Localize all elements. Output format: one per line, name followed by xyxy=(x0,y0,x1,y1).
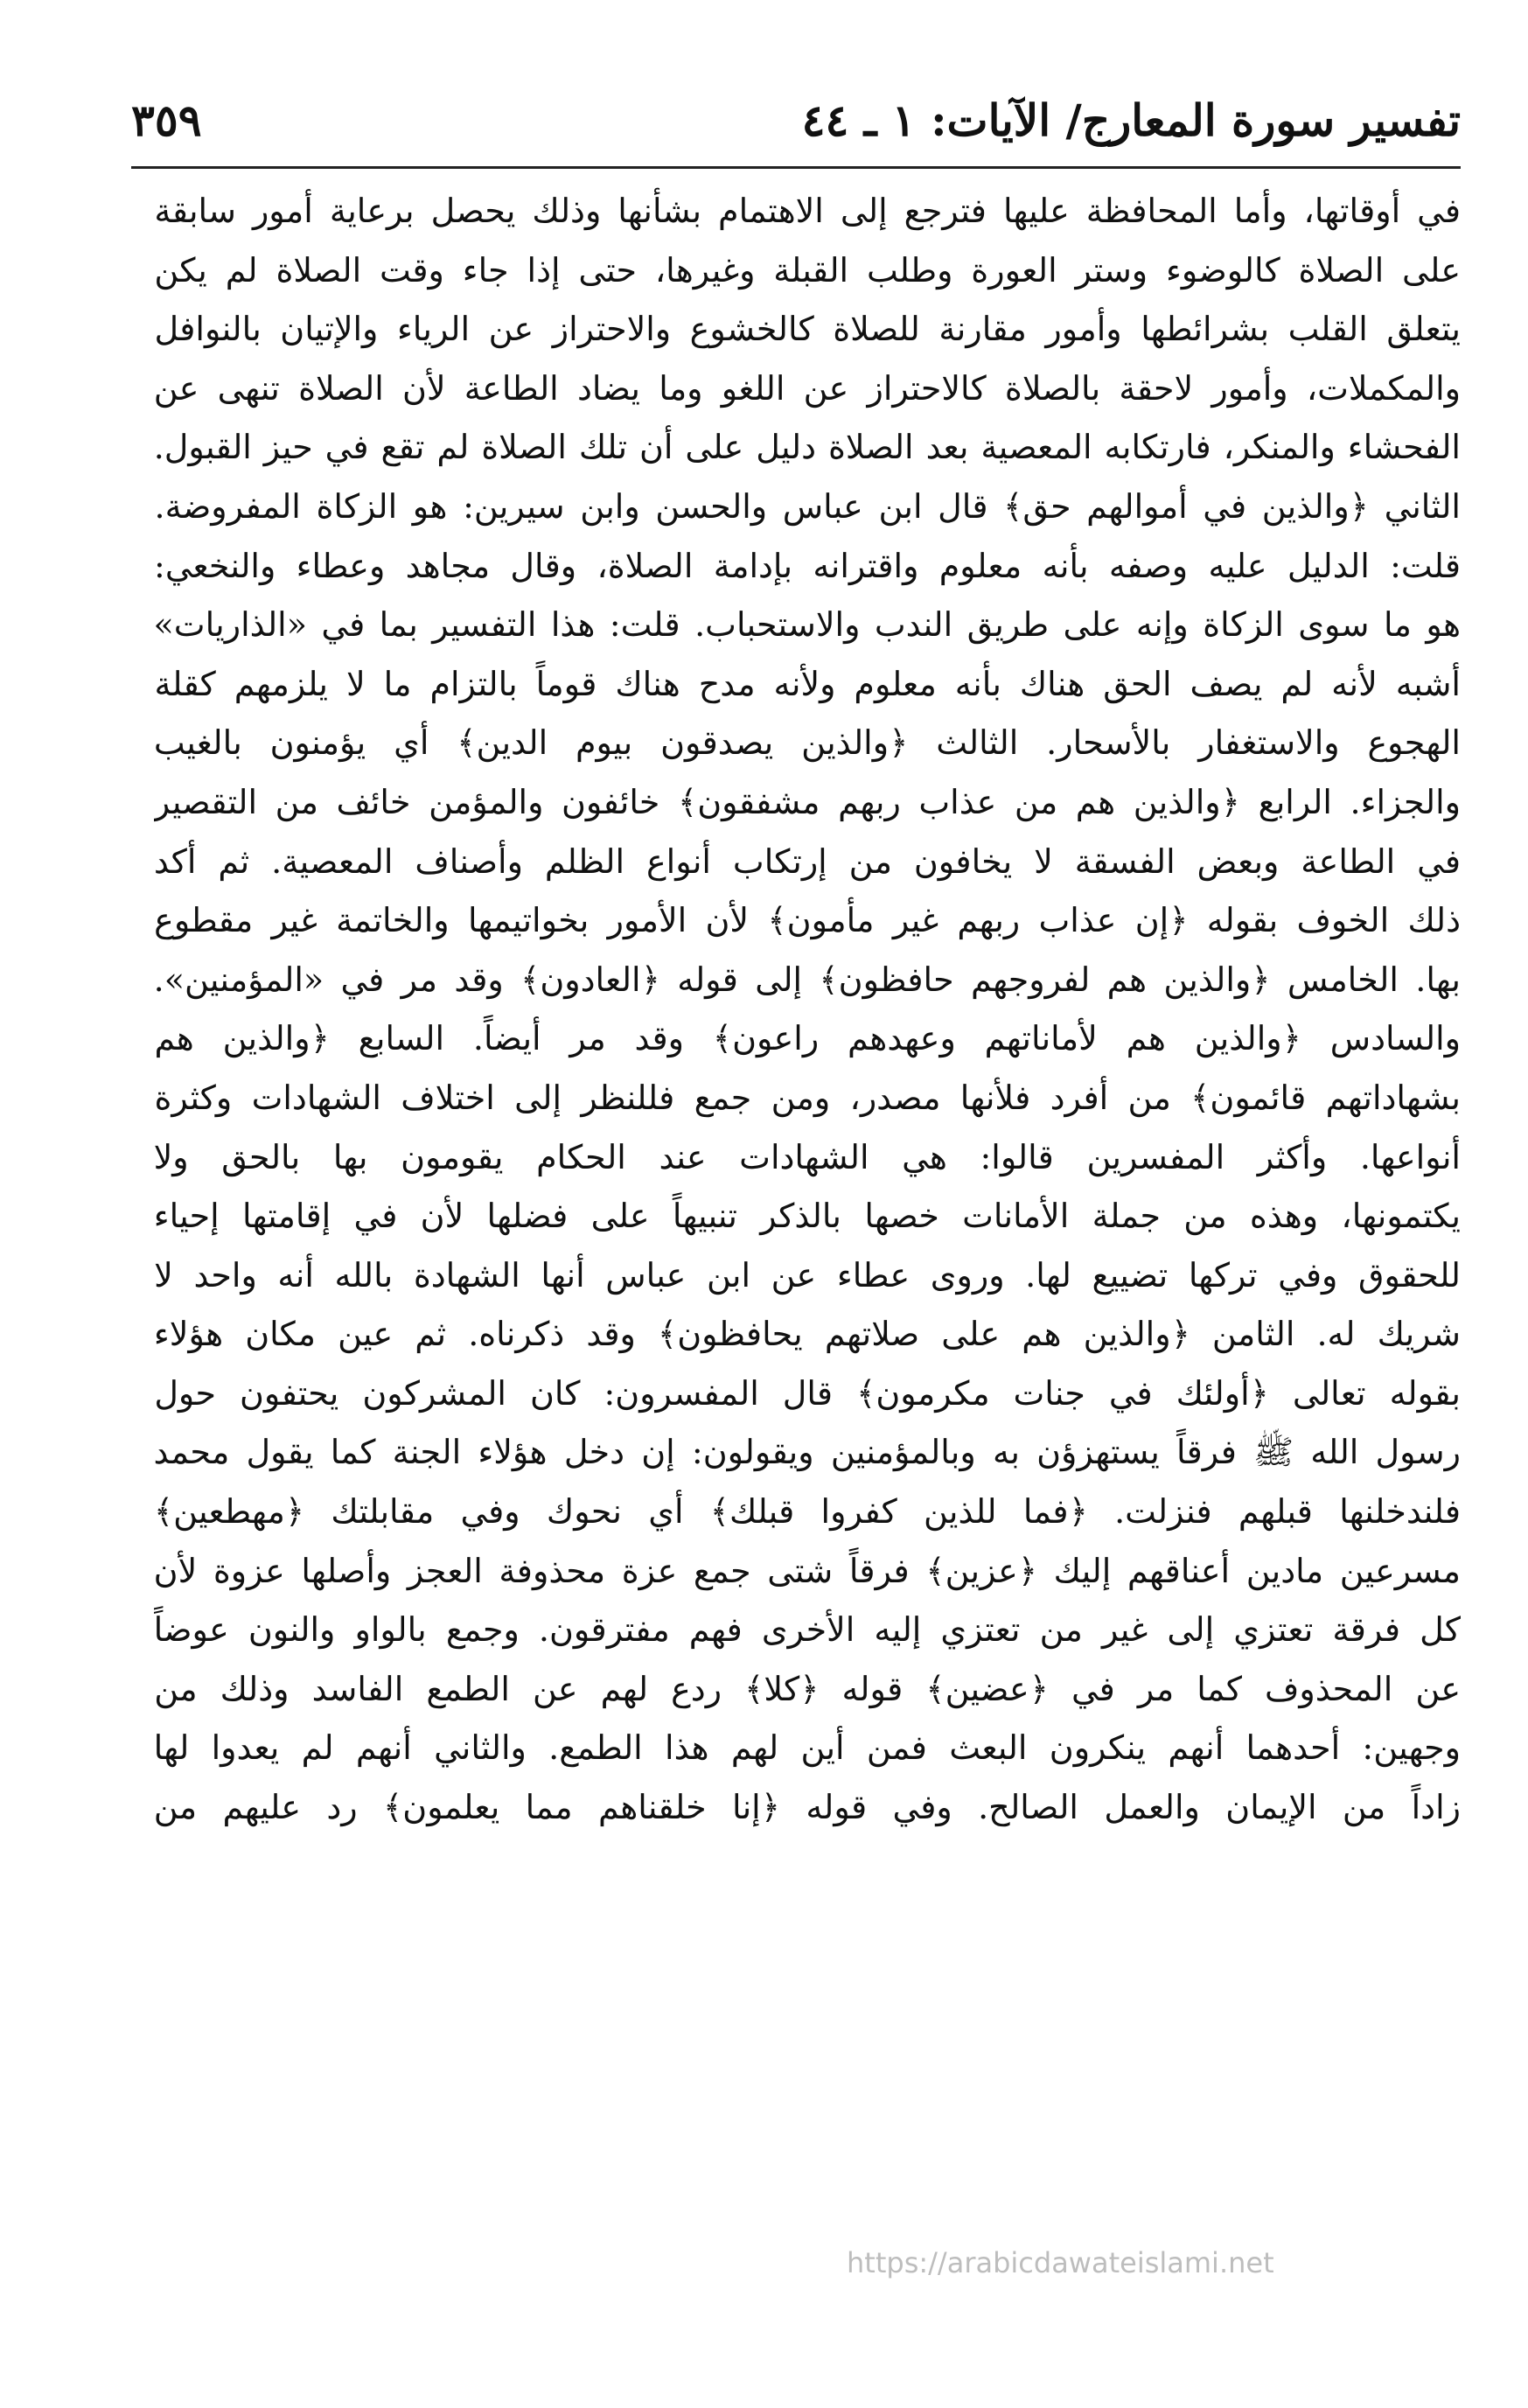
text-line: هو ما سوى الزكاة وإنه على طريق الندب والاستحباب. قلت: هذا التفسير بما في «الذاريات» xyxy=(154,605,1461,645)
text-line: بشهاداتهم قائمون﴾ من أفرد فلأنها مصدر، ومن جمع فللنظر إلى اختلاف الشهادات وكثرة xyxy=(154,1078,1461,1117)
text-line: والجزاء. الرابع ﴿والذين هم من عذاب ربهم مشفقون﴾ خائفون والمؤمن خائف من التقصير xyxy=(154,782,1461,821)
text-line: الفحشاء والمنكر، فارتكابه المعصية بعد الصلاة دليل على أن تلك الصلاة لم تقع في حيز القبول. xyxy=(154,428,1461,467)
text-line: عن المحذوف كما مر في ﴿عضين﴾ قوله ﴿كلا﴾ ردع لهم عن الطمع الفاسد وذلك من xyxy=(154,1669,1461,1708)
text-line: أنواعها. وأكثر المفسرين قالوا: هي الشهادات عند الحكام يقومون بها بالحق ولا xyxy=(154,1137,1461,1176)
running-title: تفسير سورة المعارج/ الآيات: ١ ـ ٤٤ xyxy=(801,94,1461,146)
text-line: شريك له. الثامن ﴿والذين هم على صلاتهم يحافظون﴾ وقد ذكرناه. ثم عين مكان هؤلاء xyxy=(154,1315,1461,1354)
text-line: في أوقاتها، وأما المحافظة عليها فترجع إلى الاهتمام بشأنها وذلك يحصل برعاية أمور سابقة xyxy=(154,192,1461,230)
text-line: الثاني ﴿والذين في أموالهم حق﴾ قال ابن عباس والحسن وابن سيرين: هو الزكاة المفروضة. xyxy=(154,486,1461,526)
text-line: فلندخلنها قبلهم فنزلت. ﴿فما للذين كفروا قبلك﴾ أي نحوك وفي مقابلتك ﴿مهطعين﴾ xyxy=(154,1492,1461,1532)
text-line: أشبه لأنه لم يصف الحق هناك بأنه معلوم ولأنه مدح هناك قوماً بالتزام ما لا يلزمهم كقلة xyxy=(154,664,1461,703)
text-line: مسرعين مادين أعناقهم إليك ﴿عزين﴾ فرقاً شتى جمع عزة محذوفة العجز وأصلها عزوة لأن xyxy=(154,1551,1461,1590)
header-divider xyxy=(131,166,1461,169)
body-text xyxy=(154,182,1461,1838)
text-line: في الطاعة وبعض الفسقة لا يخافون من إرتكاب أنواع الظلم وأصناف المعصية. ثم أكد xyxy=(154,841,1461,881)
page-header xyxy=(131,94,1461,164)
text-line: وجهين: أحدهما أنهم ينكرون البعث فمن أين لهم هذا الطمع. والثاني أنهم لم يعدوا لها xyxy=(154,1728,1461,1768)
text-line: للحقوق وفي تركها تضييع لها. وروى عطاء عن ابن عباس أنها الشهادة بالله أنه واحد لا xyxy=(154,1255,1461,1295)
text-line: رسول الله ﷺ فرقاً يستهزؤن به وبالمؤمنين ويقولون: إن دخل هؤلاء الجنة كما يقول محمد xyxy=(154,1433,1461,1472)
text-line: بها. الخامس ﴿والذين هم لفروجهم حافظون﴾ إلى قوله ﴿العادون﴾ وقد مر في «المؤمنين». xyxy=(154,960,1461,999)
page-number: ٣٥٩ xyxy=(131,94,202,146)
text-line: زاداً من الإيمان والعمل الصالح. وفي قوله ﴿إنا خلقناهم مما يعلمون﴾ رد عليهم من xyxy=(154,1788,1461,1827)
text-line: والمكملات، وأمور لاحقة بالصلاة كالاحتراز عن اللغو وما يضاد الطاعة لأن الصلاة تنهى عن xyxy=(154,368,1461,408)
watermark-url: https://arabicdawateislami.net xyxy=(847,2246,1274,2279)
text-line: بقوله تعالى ﴿أولئك في جنات مكرمون﴾ قال المفسرون: كان المشركون يحتفون حول xyxy=(154,1373,1461,1413)
text-line: الهجوع والاستغفار بالأسحار. الثالث ﴿والذين يصدقون بيوم الدين﴾ أي يؤمنون بالغيب xyxy=(154,723,1461,763)
text-line: والسادس ﴿والذين هم لأماناتهم وعهدهم راعون﴾ وقد مر أيضاً. السابع ﴿والذين هم xyxy=(154,1019,1461,1058)
text-line: على الصلاة كالوضوء وستر العورة وطلب القبلة وغيرها، حتى إذا جاء وقت الصلاة لم يكن xyxy=(154,250,1461,290)
text-line: ذلك الخوف بقوله ﴿إن عذاب ربهم غير مأمون﴾ لأن الأمور بخواتيمها والخاتمة غير مقطوع xyxy=(154,901,1461,940)
text-line: كل فرقة تعتزي إلى غير من تعتزي إليه الأخرى فهم مفترقون. وجمع بالواو والنون عوضاً xyxy=(154,1610,1461,1650)
text-line: يكتمونها، وهذه من جملة الأمانات خصها بالذكر تنبيهاً على فضلها لأن في إقامتها إحياء xyxy=(154,1197,1461,1236)
text-line: يتعلق القلب بشرائطها وأمور مقارنة للصلاة كالخشوع والاحتراز عن الرياء والإتيان بالنوافل xyxy=(154,310,1461,349)
text-line: قلت: الدليل عليه وصفه بأنه معلوم واقترانه بإدامة الصلاة، وقال مجاهد وعطاء والنخعي: xyxy=(154,546,1461,585)
